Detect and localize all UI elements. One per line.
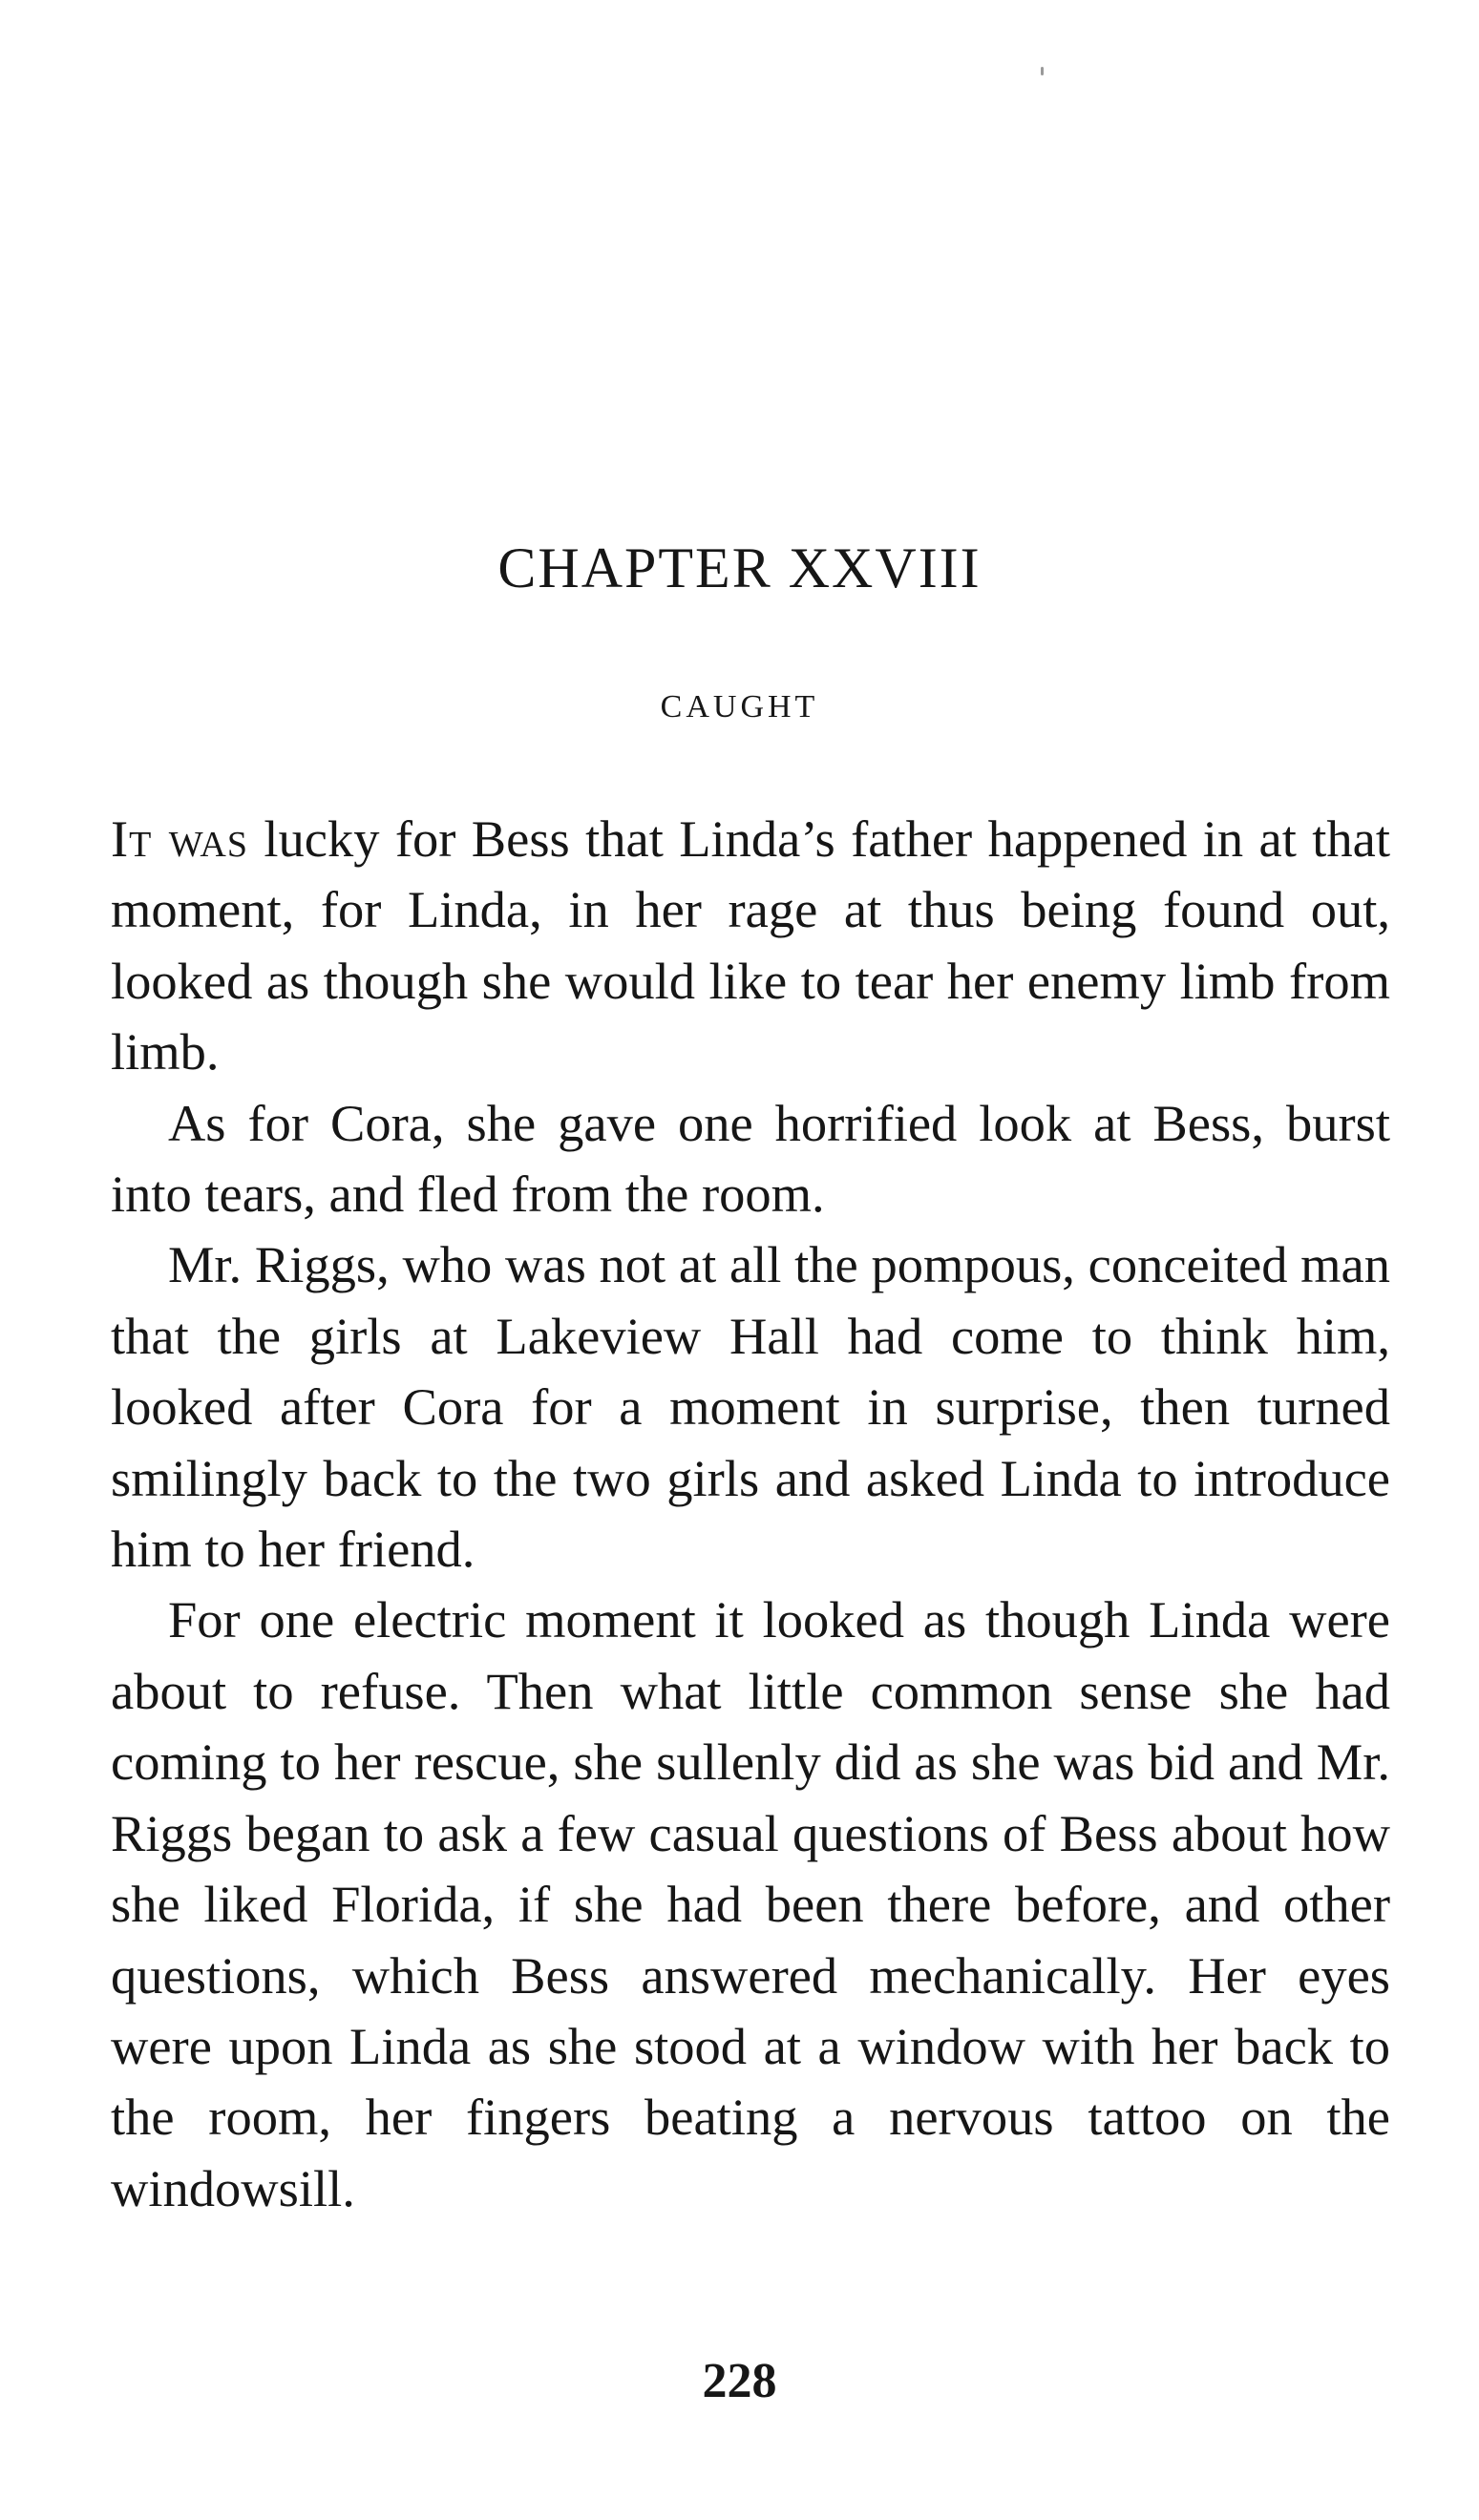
page-number: 228 <box>702 2354 777 2408</box>
paragraph-2: As for Cora, she gave one horrified look at Bess, burst into tears, and fled from the room. <box>111 1093 1390 1224</box>
opening-rest: lucky for Bess that Linda’s father happened in at that moment, for Linda, in her rage at thus being found out, looked as though she would like to tear her enemy limb from limb. <box>111 809 1390 1082</box>
opening-smallcaps: It was <box>111 809 248 868</box>
print-speck <box>1041 67 1044 75</box>
paragraph-4: For one electric moment it looked as though Linda were about to refuse. Then what little common sense she had coming to her rescue, she sullenly did as she was bid and Mr. Riggs began to ask a few casual questions of Bess about how she liked Florida, if she had been there before, and other questions, which Bess answered mechanically. Her eyes were upon Linda as she stood at a window with her back to the room, her fingers beating a nervous tattoo on the windowsill. <box>111 1590 1390 2217</box>
chapter-title: CAUGHT <box>660 689 819 724</box>
chapter-heading: CHAPTER XXVIII <box>497 536 982 599</box>
paragraph-1 <box>111 804 1390 1088</box>
paragraph-3: Mr. Riggs, who was not at all the pompous, conceited man that the girls at Lakeview Hall had come to think him, looked after Cora for a moment in surprise, then turned smilingly back to the two girls and asked Linda to introduce him to her friend. <box>111 1235 1390 1579</box>
body-text <box>111 804 1390 2224</box>
